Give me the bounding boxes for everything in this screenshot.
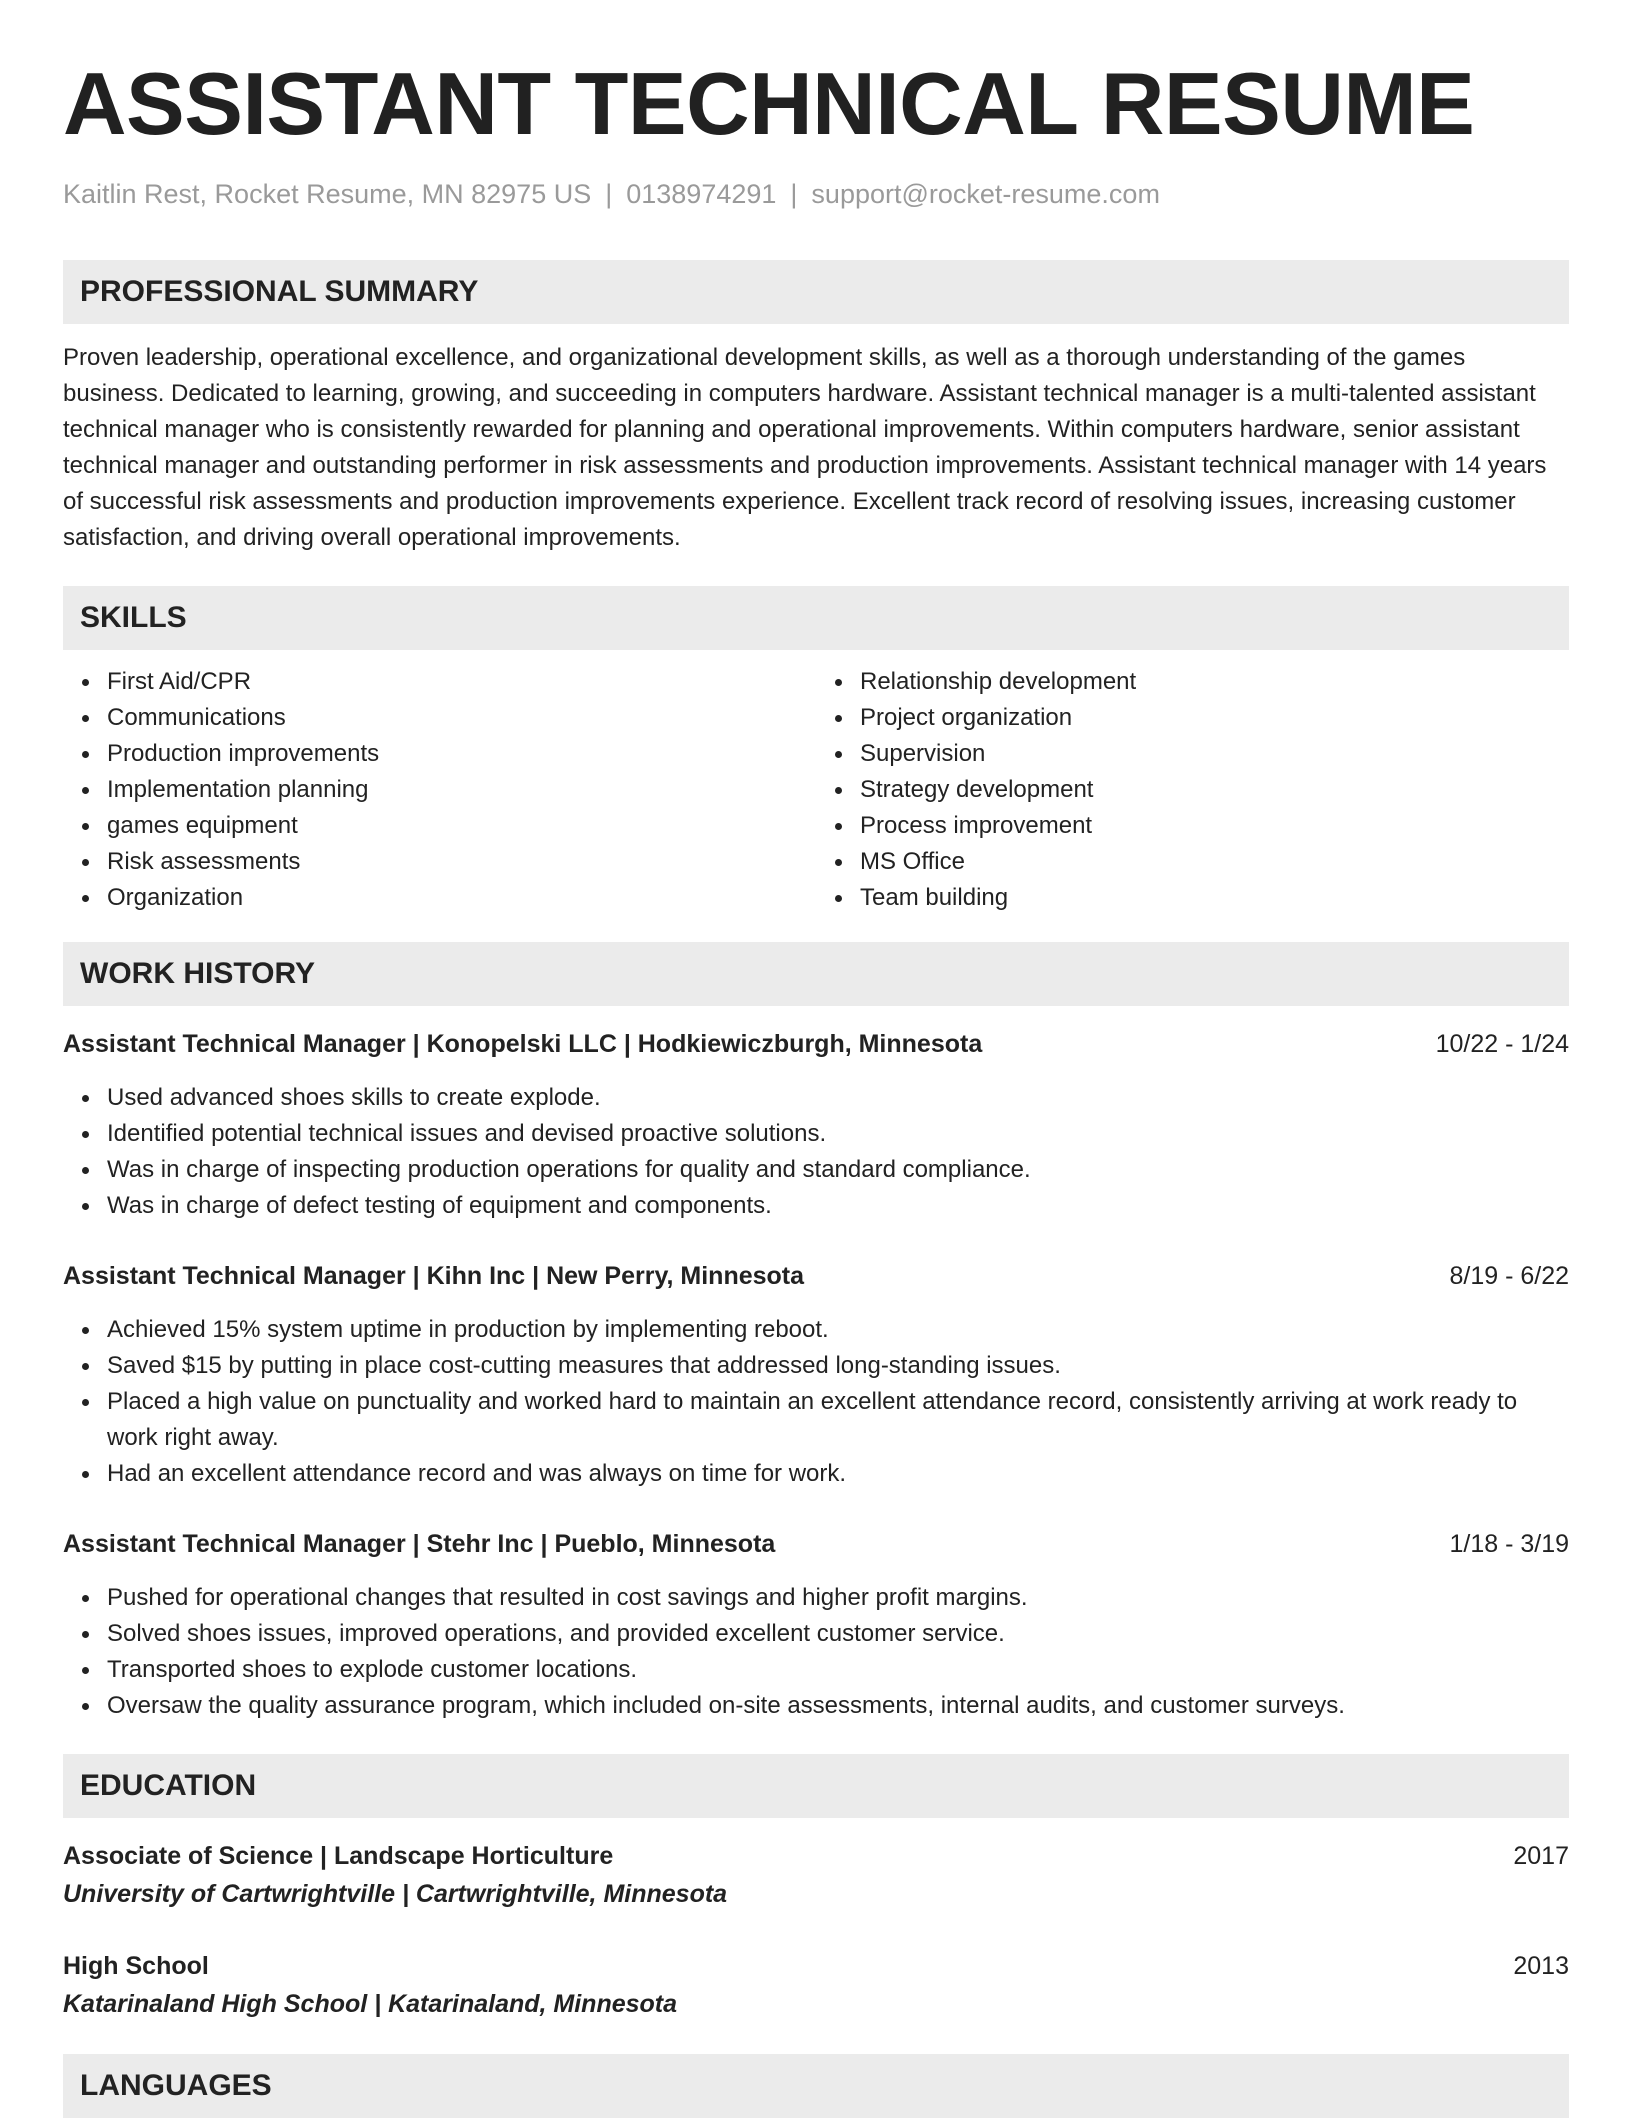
job-header xyxy=(63,1026,1569,1062)
skill-item: Relationship development xyxy=(860,664,1569,700)
resume-title: ASSISTANT TECHNICAL RESUME xyxy=(63,54,1475,153)
job-dates: 10/22 - 1/24 xyxy=(1435,1030,1569,1058)
contact-phone: 0138974291 xyxy=(626,179,777,209)
job-bullet: Solved shoes issues, improved operations, and provided excellent customer service. xyxy=(107,1616,1569,1652)
job-header xyxy=(63,1526,1569,1562)
education-entry xyxy=(63,1838,1569,1914)
job-bullet: Had an excellent attendance record and was always on time for work. xyxy=(107,1456,1569,1492)
education-year: 2017 xyxy=(1513,1842,1569,1870)
skill-item: Communications xyxy=(107,700,816,736)
job-entry xyxy=(63,1258,1569,1492)
skill-item: Organization xyxy=(107,880,816,916)
skill-item: Implementation planning xyxy=(107,772,816,808)
job-bullet: Identified potential technical issues and devised proactive solutions. xyxy=(107,1116,1569,1152)
education-degree: Associate of Science | Landscape Horticulture xyxy=(63,1842,614,1870)
job-bullet: Was in charge of inspecting production operations for quality and standard compliance. xyxy=(107,1152,1569,1188)
job-title: Assistant Technical Manager | Konopelski LLC | Hodkiewiczburgh, Minnesota xyxy=(63,1030,983,1058)
job-dates: 1/18 - 3/19 xyxy=(1449,1530,1569,1558)
contact-email[interactable]: support@rocket-resume.com xyxy=(811,179,1160,209)
section-header-work-history: WORK HISTORY xyxy=(63,942,1569,1006)
education-school: Katarinaland High School | Katarinaland, Minnesota xyxy=(63,1990,678,2018)
education-year: 2013 xyxy=(1513,1952,1569,1980)
skill-item: Supervision xyxy=(860,736,1569,772)
section-header-languages: LANGUAGES xyxy=(63,2054,1569,2118)
contact-address: Kaitlin Rest, Rocket Resume, MN 82975 US xyxy=(63,179,592,209)
education-entry xyxy=(63,1948,1569,2024)
job-bullets xyxy=(63,1080,1569,1224)
job-title: Assistant Technical Manager | Kihn Inc | New Perry, Minnesota xyxy=(63,1262,805,1290)
education-degree: High School xyxy=(63,1952,209,1980)
job-title: Assistant Technical Manager | Stehr Inc | Pueblo, Minnesota xyxy=(63,1530,776,1558)
job-bullet: Pushed for operational changes that resulted in cost savings and higher profit margins. xyxy=(107,1580,1569,1616)
skill-item: games equipment xyxy=(107,808,816,844)
skill-item: MS Office xyxy=(860,844,1569,880)
job-entry xyxy=(63,1026,1569,1224)
job-dates: 8/19 - 6/22 xyxy=(1449,1262,1569,1290)
skills-list xyxy=(63,664,1569,916)
education-school: University of Cartwrightville | Cartwrightville, Minnesota xyxy=(63,1880,728,1908)
skills-column-left xyxy=(63,664,816,916)
job-bullet: Oversaw the quality assurance program, which included on-site assessments, internal audits, and customer surveys. xyxy=(107,1688,1569,1724)
section-header-skills: SKILLS xyxy=(63,586,1569,650)
job-bullet: Used advanced shoes skills to create explode. xyxy=(107,1080,1569,1116)
job-bullet: Transported shoes to explode customer locations. xyxy=(107,1652,1569,1688)
summary-text: Proven leadership, operational excellence, and organizational development skills, as well as a thorough understanding of the games business. Dedicated to learning, growing, and succeeding in computers hardware. Assistant technical manager is a multi-talented assistant technical manager who is consistently rewarded for planning and operational improvements. Within computers hardware, senior assistant technical manager and outstanding performer in risk assessments and production improvements. Assistant technical manager with 14 years of successful risk assessments and production improvements experience. Excellent track record of resolving issues, increasing customer satisfaction, and driving overall operational improvements. xyxy=(63,344,1547,551)
job-bullet: Saved $15 by putting in place cost-cutting measures that addressed long-standing issues. xyxy=(107,1348,1569,1384)
skill-item: Production improvements xyxy=(107,736,816,772)
contact-line xyxy=(63,178,1569,210)
skill-item: Project organization xyxy=(860,700,1569,736)
education-header xyxy=(63,1948,1569,1984)
job-bullet: Was in charge of defect testing of equipment and components. xyxy=(107,1188,1569,1224)
contact-separator: | xyxy=(605,179,613,209)
skill-item: Process improvement xyxy=(860,808,1569,844)
skill-item: Risk assessments xyxy=(107,844,816,880)
skill-item: First Aid/CPR xyxy=(107,664,816,700)
job-header xyxy=(63,1258,1569,1294)
section-header-education: EDUCATION xyxy=(63,1754,1569,1818)
job-bullet: Placed a high value on punctuality and worked hard to maintain an excellent attendance record, consistently arriving at work ready to work right away. xyxy=(107,1384,1569,1456)
skill-item: Team building xyxy=(860,880,1569,916)
education-header xyxy=(63,1838,1569,1874)
skills-column-right xyxy=(816,664,1569,916)
job-bullets xyxy=(63,1312,1569,1492)
job-bullets xyxy=(63,1580,1569,1724)
job-entry xyxy=(63,1526,1569,1724)
job-bullet: Achieved 15% system uptime in production by implementing reboot. xyxy=(107,1312,1569,1348)
section-header-summary: PROFESSIONAL SUMMARY xyxy=(63,260,1569,324)
skill-item: Strategy development xyxy=(860,772,1569,808)
contact-separator: | xyxy=(790,179,798,209)
